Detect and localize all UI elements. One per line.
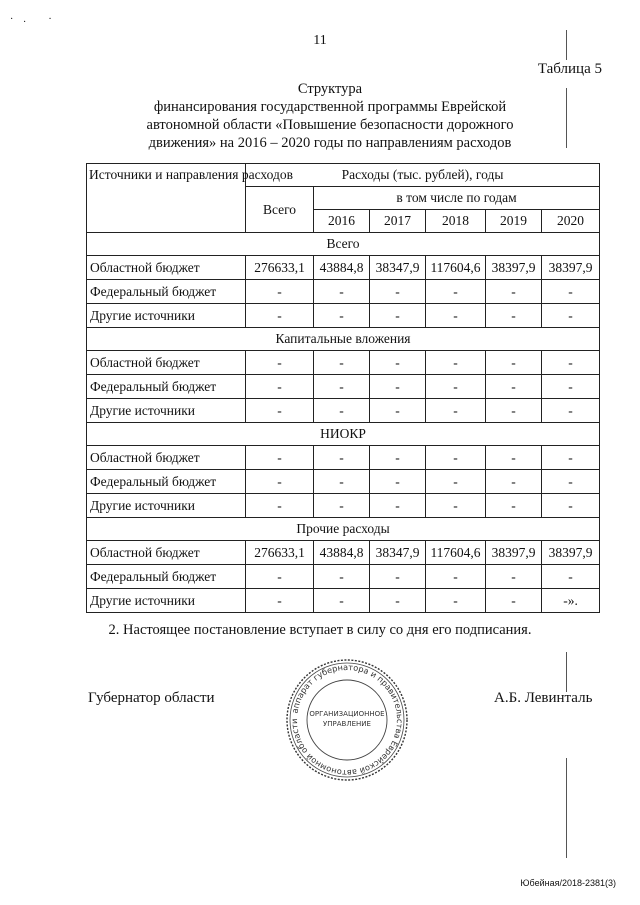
table-row: [87, 541, 600, 565]
governor-name: А.Б. Левинталь: [494, 690, 593, 706]
header-year: 2018: [426, 210, 486, 233]
row-value: -: [314, 565, 370, 589]
row-value: -: [370, 304, 426, 328]
stamp-center-line: УПРАВЛЕНИЕ: [323, 720, 371, 728]
row-value: -: [486, 375, 542, 399]
row-value: 117604,6: [426, 541, 486, 565]
row-value: -: [370, 470, 426, 494]
row-value: -: [370, 446, 426, 470]
row-value: -: [542, 351, 600, 375]
section-title: НИОКР: [87, 423, 600, 446]
row-value: 38397,9: [542, 541, 600, 565]
row-value: -: [426, 351, 486, 375]
row-value: -: [314, 589, 370, 613]
header-year: 2016: [314, 210, 370, 233]
row-value: -: [246, 589, 314, 613]
row-value: 276633,1: [246, 541, 314, 565]
row-value: -: [246, 470, 314, 494]
row-value: -: [426, 280, 486, 304]
row-value: 38347,9: [370, 541, 426, 565]
table-row: [87, 470, 600, 494]
row-value: -: [246, 565, 314, 589]
scan-specks: ·. ·: [10, 14, 62, 25]
row-source: Федеральный бюджет: [87, 375, 246, 399]
row-value: -: [486, 589, 542, 613]
row-value: -: [314, 470, 370, 494]
governor-title: Губернатор области: [88, 690, 215, 706]
row-value: -: [246, 446, 314, 470]
row-value: -: [542, 565, 600, 589]
heading-line: финансирования государственной программы Еврейской: [153, 99, 507, 115]
section-row: [87, 518, 600, 541]
header-including-years: в том числе по годам: [314, 187, 600, 210]
row-value: -: [314, 494, 370, 518]
table-body: [87, 233, 600, 613]
row-value: 38397,9: [486, 541, 542, 565]
row-value: -: [246, 375, 314, 399]
table-row: [87, 256, 600, 280]
row-value: -: [314, 304, 370, 328]
row-value: 43884,8: [314, 256, 370, 280]
row-value: -: [542, 446, 600, 470]
row-value: -: [426, 399, 486, 423]
row-value: -: [426, 304, 486, 328]
row-value: 117604,6: [426, 256, 486, 280]
section-title: Прочие расходы: [87, 518, 600, 541]
scan-line: [566, 88, 567, 148]
row-value: -: [370, 280, 426, 304]
row-source: Областной бюджет: [87, 256, 246, 280]
row-source: Областной бюджет: [87, 541, 246, 565]
scan-line: [566, 652, 567, 692]
stamp-center-line: ОРГАНИЗАЦИОННОЕ: [309, 710, 385, 718]
table-heading: [120, 80, 540, 152]
row-value: -: [314, 375, 370, 399]
row-value: -: [370, 494, 426, 518]
heading-line: Структура: [297, 81, 363, 97]
row-value: -: [486, 470, 542, 494]
row-source: Другие источники: [87, 494, 246, 518]
page-number: 11: [313, 33, 327, 48]
table-row: [87, 399, 600, 423]
row-value: -: [314, 446, 370, 470]
row-value: 276633,1: [246, 256, 314, 280]
row-value: 38397,9: [542, 256, 600, 280]
row-value: -: [426, 589, 486, 613]
row-value: -: [542, 399, 600, 423]
row-value: -: [246, 280, 314, 304]
section-row: [87, 328, 600, 351]
row-value: -: [246, 494, 314, 518]
header-year: 2017: [370, 210, 426, 233]
row-value: -: [426, 446, 486, 470]
table-label: Таблица 5: [537, 61, 602, 77]
table-row: [87, 375, 600, 399]
row-value: -: [314, 351, 370, 375]
row-value: -: [370, 351, 426, 375]
row-value: -: [542, 280, 600, 304]
row-value: -: [370, 589, 426, 613]
header-year: 2020: [542, 210, 600, 233]
row-source: Другие источники: [87, 399, 246, 423]
table-row: [87, 351, 600, 375]
row-source: Федеральный бюджет: [87, 565, 246, 589]
row-value: -: [542, 375, 600, 399]
table-row: [87, 494, 600, 518]
row-value: -: [246, 351, 314, 375]
row-source: Другие источники: [87, 304, 246, 328]
row-value: -: [486, 446, 542, 470]
table-row: [87, 280, 600, 304]
row-value: -: [426, 494, 486, 518]
row-value: -: [426, 470, 486, 494]
heading-line: движения» на 2016 – 2020 годы по направлениям расходов: [148, 135, 512, 151]
row-value: -: [542, 494, 600, 518]
row-value: -: [486, 565, 542, 589]
row-value: -: [370, 399, 426, 423]
row-source: Областной бюджет: [87, 351, 246, 375]
row-value: 43884,8: [314, 541, 370, 565]
row-source: Федеральный бюджет: [87, 470, 246, 494]
resolution-text: 2. Настоящее постановление вступает в силу со дня его подписания.: [108, 622, 532, 638]
header-total: Всего: [246, 187, 314, 233]
row-value: -: [426, 375, 486, 399]
row-value: -: [486, 494, 542, 518]
row-source: Другие источники: [87, 589, 246, 613]
row-value: -: [246, 399, 314, 423]
row-value: -: [542, 470, 600, 494]
row-value: -».: [542, 589, 600, 613]
row-value: 38397,9: [486, 256, 542, 280]
row-value: -: [314, 399, 370, 423]
section-row: [87, 423, 600, 446]
header-sources: Источники и направления расходов: [87, 164, 246, 233]
table-row: [87, 565, 600, 589]
table-row: [87, 304, 600, 328]
table-row: [87, 589, 600, 613]
section-title: Капитальные вложения: [87, 328, 600, 351]
row-value: 38347,9: [370, 256, 426, 280]
row-value: -: [542, 304, 600, 328]
financing-table: [86, 163, 600, 613]
footer-code: Юбейная/2018-2381(3): [520, 878, 616, 888]
table-row: [87, 446, 600, 470]
row-value: -: [486, 351, 542, 375]
scan-line: [566, 758, 567, 858]
row-value: -: [370, 565, 426, 589]
row-source: Федеральный бюджет: [87, 280, 246, 304]
scan-line: [566, 30, 567, 60]
row-value: -: [314, 280, 370, 304]
row-value: -: [426, 565, 486, 589]
row-source: Областной бюджет: [87, 446, 246, 470]
official-stamp: [282, 655, 412, 785]
row-value: -: [486, 280, 542, 304]
stamp-ring-textpath: аппарат губернатора и правительства Еврейской автономной области: [288, 661, 406, 779]
heading-line: автономной области «Повышение безопасности дорожного: [146, 117, 514, 133]
row-value: -: [486, 399, 542, 423]
row-value: -: [486, 304, 542, 328]
section-row: [87, 233, 600, 256]
row-value: -: [370, 375, 426, 399]
header-expenses: Расходы (тыс. рублей), годы: [246, 164, 600, 187]
header-year: 2019: [486, 210, 542, 233]
row-value: -: [246, 304, 314, 328]
section-title: Всего: [87, 233, 600, 256]
